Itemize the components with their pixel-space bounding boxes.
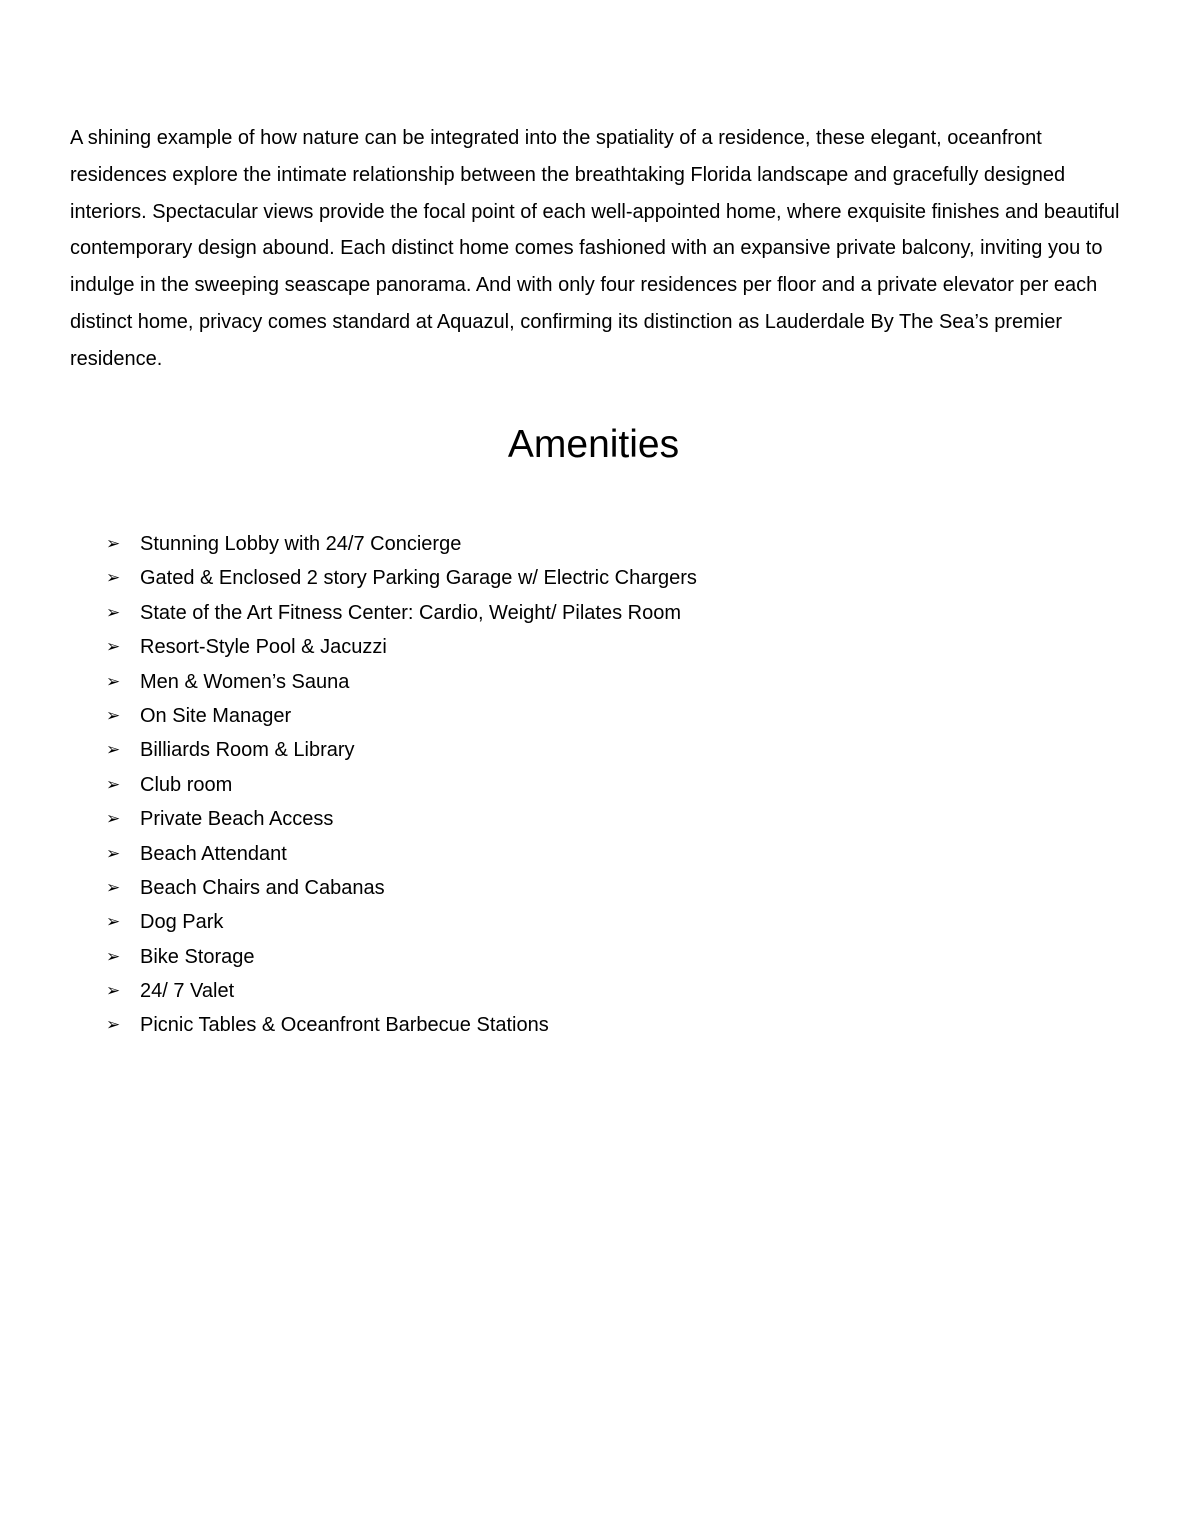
list-item <box>106 527 697 561</box>
list-item <box>106 974 697 1008</box>
intro-paragraph: A shining example of how nature can be integrated into the spatiality of a residence, these elegant, oceanfront residences explore the intimate relationship between the breathtaking Florida landscape and gracefully designed interiors. Spectacular views provide the focal point of each well-appointed home, where exquisite finishes and beautiful contemporary design abound. Each distinct home comes fashioned with an expansive private balcony, inviting you to indulge in the sweeping seascape panorama. And with only four residences per floor and a private elevator per each distinct home, privacy comes standard at Aquazul, confirming its distinction as Lauderdale By The Sea’s premier residence. <box>70 127 1120 370</box>
list-item-label: Beach Attendant <box>140 842 287 865</box>
arrow-bullet-icon: ➢ <box>106 809 121 830</box>
list-item-label: Dog Park <box>140 911 224 934</box>
arrow-bullet-icon: ➢ <box>106 1015 121 1036</box>
arrow-bullet-icon: ➢ <box>106 843 121 864</box>
list-item <box>106 561 697 595</box>
list-item-label: Resort-Style Pool & Jacuzzi <box>140 636 387 659</box>
list-item <box>106 699 697 733</box>
list-item <box>106 630 697 664</box>
list-item <box>106 905 697 939</box>
list-item-label: Stunning Lobby with 24/7 Concierge <box>140 533 462 555</box>
list-item-label: 24/ 7 Valet <box>140 980 235 1003</box>
list-item-label: Gated & Enclosed 2 story Parking Garage w/ Electric Chargers <box>140 567 697 590</box>
list-item <box>106 871 697 905</box>
amenities-list <box>106 527 697 1043</box>
list-item <box>106 665 697 699</box>
list-item-label: State of the Art Fitness Center: Cardio, Weight/ Pilates Room <box>140 601 681 624</box>
list-item-label: Bike Storage <box>140 945 255 968</box>
list-item-label: Picnic Tables & Oceanfront Barbecue Stations <box>140 1014 549 1037</box>
arrow-bullet-icon: ➢ <box>106 602 121 623</box>
list-item <box>106 596 697 630</box>
arrow-bullet-icon: ➢ <box>106 671 121 692</box>
arrow-bullet-icon: ➢ <box>106 946 121 967</box>
arrow-bullet-icon: ➢ <box>106 877 121 898</box>
list-item <box>106 802 697 836</box>
list-item <box>106 768 697 802</box>
arrow-bullet-icon: ➢ <box>106 568 121 589</box>
arrow-bullet-icon: ➢ <box>106 774 121 795</box>
list-item-label: Beach Chairs and Cabanas <box>140 876 385 899</box>
list-item-label: Billiards Room & Library <box>140 739 355 762</box>
list-item <box>106 1008 697 1042</box>
list-item <box>106 837 697 871</box>
list-item-label: Men & Women’s Sauna <box>140 670 350 693</box>
list-item <box>106 733 697 767</box>
arrow-bullet-icon: ➢ <box>106 912 121 933</box>
arrow-bullet-icon: ➢ <box>106 637 121 658</box>
list-item <box>106 940 697 974</box>
amenities-heading: Amenities <box>507 423 680 466</box>
list-item-label: Club room <box>140 773 233 796</box>
arrow-bullet-icon: ➢ <box>106 981 121 1002</box>
arrow-bullet-icon: ➢ <box>106 705 121 726</box>
arrow-bullet-icon: ➢ <box>106 534 121 554</box>
arrow-bullet-icon: ➢ <box>106 740 121 761</box>
list-item-label: On Site Manager <box>140 704 292 727</box>
list-item-label: Private Beach Access <box>140 808 334 831</box>
